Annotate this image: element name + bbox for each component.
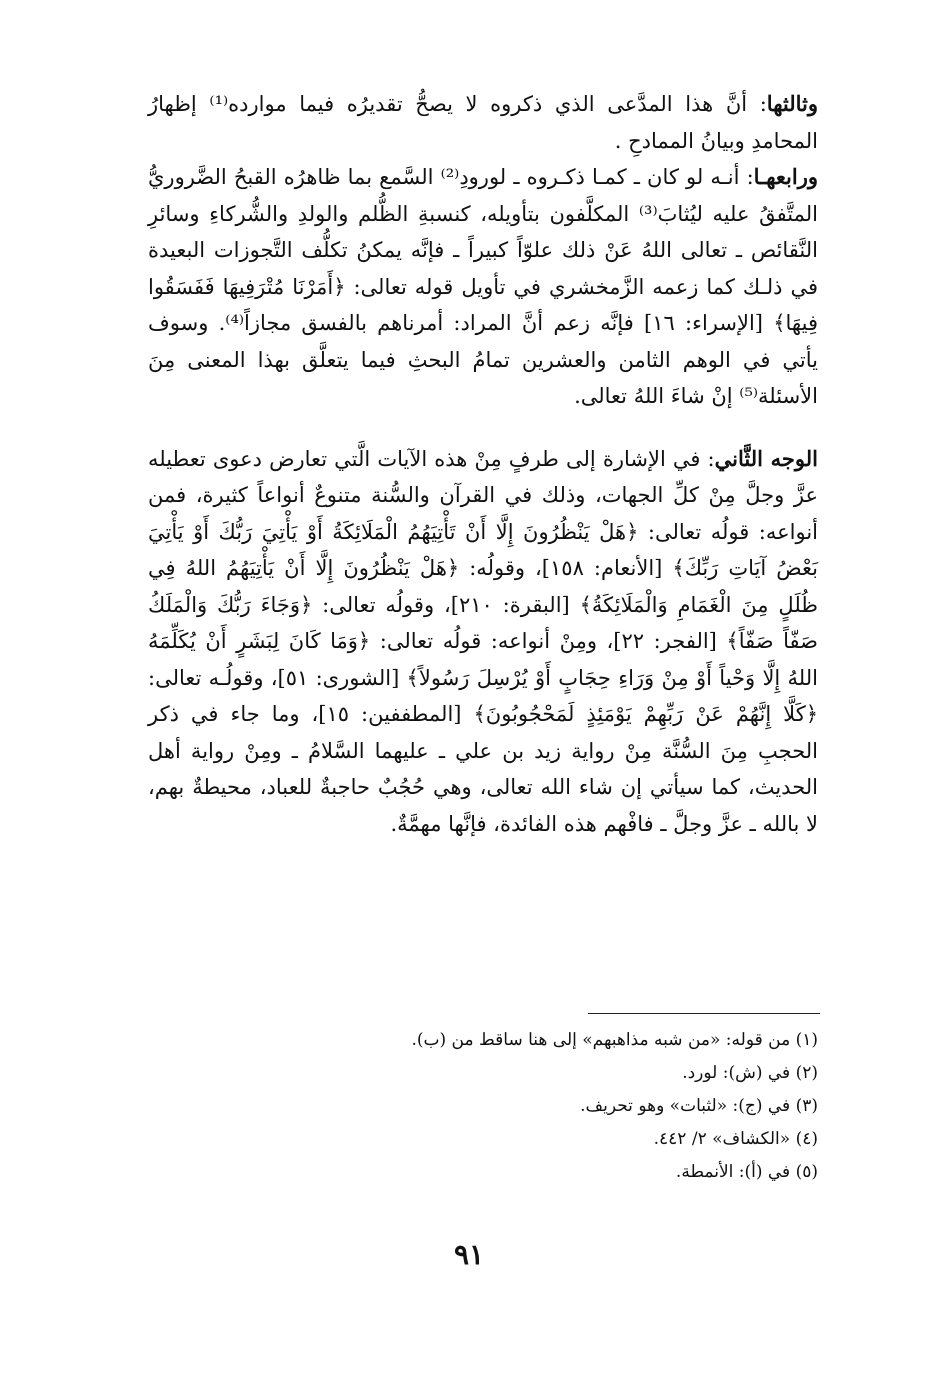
paragraph-lead: الوجه الثَّاني <box>714 445 818 471</box>
paragraph-lead: ورابعهـا <box>753 164 818 189</box>
footnote-item: (٢) في (ش): لورد. <box>682 1063 818 1083</box>
paragraph-text: : أنـه لو كان ـ كمـا ذكـروه ـ لورودِ⁽²⁾ السَّمع بما ظاهرُه القبحُ الضَّروريُّ المتَّفقُ عليه ليُثابَ⁽³⁾ المكلَّفون بتأويله، كنسبةِ الظُّلم والولدِ والشُّركاءِ وسائرِ النَّقائص ـ تعالى اللهُ عَنْ ذلك علوّاً كبيراً ـ فإنَّه يمكنُ تكلُّف التَّجوزات البعيدة في ذلـك كما زعمه الزَّمخشري في تأويل قوله تعالى: ﴿أَمَرْنَا مُتْرَفِيهَا فَفَسَقُوا فِيهَا﴾ [الإسراء: ١٦] فإنَّه زعم أنَّ المراد: أمرناهم بالفسق مجازاً⁽⁴⁾. وسوف يأتي في الوهم الثامن والعشرين تمامُ البحثِ فيما يتعلَّق بهذا المعنى مِنَ الأسئلة⁽⁵⁾ إنْ شاءَ اللهُ تعالى. <box>148 165 818 408</box>
footnote-item: (١) من قوله: «من شبه مذاهبهم» إلى هنا ساقط من (ب). <box>411 1030 818 1050</box>
footnotes <box>148 1024 818 1189</box>
paragraph-second-aspect <box>148 441 818 843</box>
paragraph-text: : في الإشارة إلى طرفٍ مِنْ هذه الآيات الَّتي تعارض دعوى تعطيله عزَّ وجلَّ مِنْ كلِّ الجهات، وذلك في القرآن والسُّنة متنوعٌ أنواعاً كثيرة، فمن أنواعه: قولُه تعالى: ﴿هَلْ يَنْظُرُونَ إِلَّا أَنْ تَأْتِيَهُمُ الْمَلَائِكَةُ أَوْ يَأْتِيَ رَبُّكَ أَوْ يَأْتِيَ بَعْضُ آيَاتِ رَبِّكَ﴾ [الأنعام: ١٥٨]، وقولُه: ﴿هَلْ يَنْظُرُونَ إِلَّا أَنْ يَأْتِيَهُمُ اللهُ فِي ظُلَلٍ مِنَ الْغَمَامِ وَالْمَلَائِكَةُ﴾ [البقرة: ٢١٠]، وقولُه تعالى: ﴿وَجَاءَ رَبُّكَ وَالْمَلَكُ صَفّاً صَفّاً﴾ [الفجر: ٢٢]، ومِنْ أنواعه: قولُه تعالى: ﴿وَمَا كَانَ لِبَشَرٍ أَنْ يُكَلِّمَهُ اللهُ إِلَّا وَحْياً أَوْ مِنْ وَرَاءِ حِجَابٍ أَوْ يُرْسِلَ رَسُولاً﴾ [الشورى: ٥١]، وقولُـه تعالى: ﴿كَلَّا إِنَّهُمْ عَنْ رَبِّهِمْ يَوْمَئِذٍ لَمَحْجُوبُونَ﴾ [المطففين: ١٥]، وما جاء في ذكر الحجبِ مِنَ السُّنَّة مِنْ رواية زيد بن علي ـ عليهما السَّلامُ ـ ومِنْ رواية أهل الحديث، كما سيأتي إن شاء الله تعالى، وهي حُجُبٌ حاجبةٌ للعباد، محيطةٌ بهم، لا بالله ـ عزَّ وجلَّ ـ فافْهم هذه الفائدة، فإنَّها مهمَّةٌ. <box>148 446 819 836</box>
paragraph-text: : أنَّ هذا المدَّعى الذي ذكروه لا يصحُّ تقديرُه فيما موارده⁽¹⁾ إظهارُ المحامدِ وبيانُ الممادحِ . <box>148 92 818 153</box>
footnote-item: (٥) في (أ): الأنمطة. <box>675 1162 818 1182</box>
page-number: ٩١ <box>453 1238 485 1271</box>
paragraph-fourth <box>148 159 818 415</box>
paragraph-gap <box>148 415 818 441</box>
footnote-item: (٣) في (ج): «لثبات» وهو تحريف. <box>580 1096 818 1116</box>
main-text <box>148 86 818 842</box>
footnote-divider <box>588 1013 820 1014</box>
paragraph-third <box>148 86 818 159</box>
footnote-item: (٤) «الكشاف» ٢/ ٤٤٢. <box>653 1129 818 1149</box>
paragraph-lead: وثالثها <box>766 91 818 116</box>
